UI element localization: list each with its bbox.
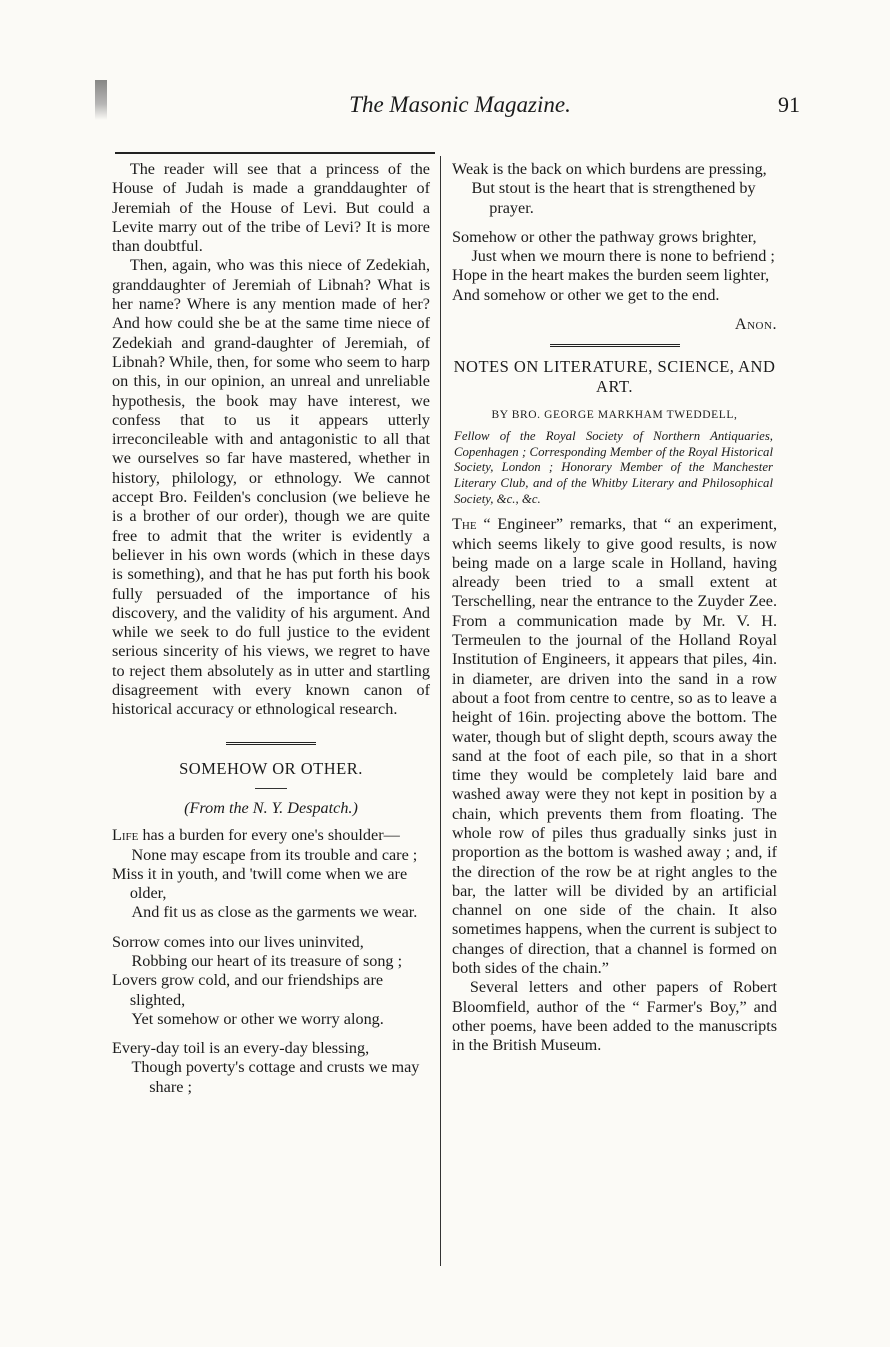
section-title: NOTES ON LITERATURE, SCIENCE, AND ART. xyxy=(453,357,776,396)
verse-line: And somehow or other we get to the end. xyxy=(452,285,720,304)
stanza xyxy=(112,1039,430,1097)
section-rule xyxy=(226,742,316,745)
page-number: 91 xyxy=(778,92,800,117)
verse-line: Lovers grow cold, and our friendships are slighted, xyxy=(112,971,384,1009)
verse-line: Yet somehow or other we worry along. xyxy=(131,1009,384,1028)
poem-title: SOMEHOW OR OTHER. xyxy=(179,758,363,778)
paragraph: The reader will see that a princess of the House of Judah is made a granddaughter of Jeremiah of the House of Levi. But could a Levite marry out of the tribe of Levi? It is more than doubtful. xyxy=(112,160,430,256)
verse-line: Life has a burden for every one's shoulder— xyxy=(112,826,400,845)
verse-line: Miss it in youth, and 'twill come when we are older, xyxy=(112,864,408,903)
right-column xyxy=(452,160,777,1056)
drop-word: Life xyxy=(112,826,139,845)
paragraph: The “ Engineer” remarks, that “ an experiment, which seems likely to give good results, is now being made on a large scale in Holland, having already been tried to a small extent at Terschelling, near the entrance to the Zuyder Zee. From a communication made by Mr. V. H. Termeulen to the journal of the Holland Royal Institution of Engineers, it appears that piles, 4in. in diameter, are driven into the sand in a row about a foot from centre to centre, so as to leave a height of 16in. projecting above the bottom. The water, though but of slight depth, scours away the sand at the foot of each pile, so that in a short time they would be completely laid bare and washed away were they not kept in position by a chain, which prevents them from floating. The whole row of piles thus gradually sinks just in proportion as the bottom is washed away ; and, if the direction of the row be at right angles to the bar, the latter will be divided by an artificial channel on one side of the chain. It also sometimes happens, when the current is subject to changes of direction, that a channel is formed on both sides of the chain.” xyxy=(452,515,777,978)
header-rule xyxy=(115,152,435,154)
running-head xyxy=(120,92,800,122)
verse-line: Weak is the back on which burdens are pressing, xyxy=(452,160,767,178)
stanza xyxy=(452,160,777,218)
lead-word: The xyxy=(452,515,477,534)
verse-line: Though poverty's cottage and crusts we may share ; xyxy=(131,1058,420,1096)
verse-line: Every-day toil is an every-day blessing, xyxy=(112,1039,370,1058)
poem-author: Anon. xyxy=(734,315,777,334)
paragraph: Then, again, who was this niece of Zedekiah, granddaughter of Jeremiah of Libnah? What is her name? Where is any mention made of her? And how could she be at the same time niece of Zedekiah and grand-daughter of Jeremiah, of Libnah? While, then, for some who seem to harp on this, in our opinion, an unreal and unreliable hypothesis, the book may have interest, we confess that to us it appears utterly irreconcileable with and antagonistic to all that we ourselves so far have mastered, whether in history, philology, or ethnology. We cannot accept Bro. Feilden's conclusion (we believe he is a brother of our order), though we are quite free to admit that the writer is evidently a believer in his own words (which in these days is something), and that he has put forth his book fully persuaded of the importance of his discovery, and the validity of his argument. And while we seek to do full justice to the evident serious sincerity of his views, we regret to have to reject them absolutely as in utter and startling disagreement with every known canon of historical accuracy or ethnological research. xyxy=(112,256,430,719)
stanza xyxy=(112,933,430,1029)
section-rule xyxy=(550,344,680,347)
verse-line: Robbing our heart of its treasure of song ; xyxy=(131,951,403,970)
left-column xyxy=(112,160,430,1107)
verse-line: Somehow or other the pathway grows brighter, xyxy=(452,227,757,246)
verse-line: Hope in the heart makes the burden seem lighter, xyxy=(452,266,770,285)
short-rule xyxy=(255,788,287,789)
paragraph: Several letters and other papers of Robert Bloomfield, author of the “ Farmer's Boy,” and other poems, have been added to the manuscripts in the British Museum. xyxy=(452,978,777,1055)
verse-line: And fit us as close as the garments we wear. xyxy=(131,903,418,922)
verse-line: Just when we mourn there is none to befriend ; xyxy=(471,247,775,266)
stanza xyxy=(452,228,777,305)
verse-line: None may escape from its trouble and care ; xyxy=(131,845,418,864)
stanza xyxy=(112,826,430,922)
column-divider xyxy=(440,156,441,1266)
binding-mark xyxy=(95,80,107,120)
poem-source: (From the N. Y. Despatch.) xyxy=(184,798,358,817)
byline: BY BRO. GEORGE MARKHAM TWEDDELL, xyxy=(491,408,738,421)
author-credentials: Fellow of the Royal Society of Northern Antiquaries, Copenhagen ; Corresponding Member of the Royal Historical Society, London ; Honorary Member of the Manchester Literary Club, and of the Whitby Literary and Philosophical Society, &c., &c. xyxy=(454,429,773,506)
page-title: The Masonic Magazine. xyxy=(349,92,571,117)
verse-line: Sorrow comes into our lives uninvited, xyxy=(112,932,364,951)
verse-line: But stout is the heart that is strengthened by prayer. xyxy=(471,179,756,217)
